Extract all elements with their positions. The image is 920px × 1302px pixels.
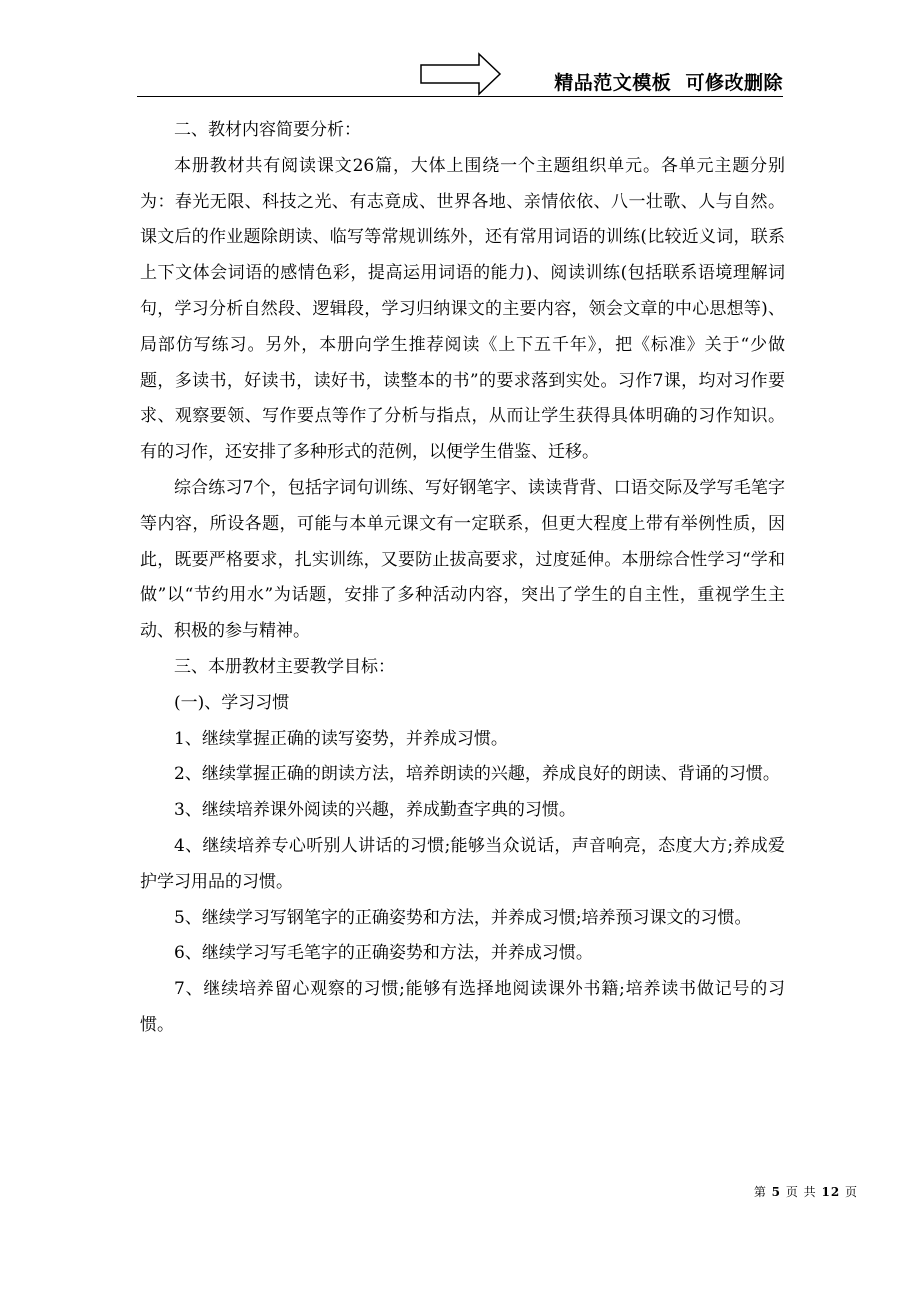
list-item: 7、继续培养留心观察的习惯;能够有选择地阅读课外书籍;培养读书做记号的习惯。 [140,979,785,1035]
page-footer [754,1183,858,1200]
subsection-heading: (一)、学习习惯 [174,692,290,713]
footer-prefix: 第 [753,1185,772,1199]
list-item: 2、继续掌握正确的朗读方法，培养朗读的兴趣，养成良好的朗读、背诵的习惯。 [174,764,780,785]
list-item: 1、继续掌握正确的读写姿势，并养成习惯。 [174,728,508,749]
list-item: 6、继续学习写毛笔字的正确姿势和方法，并养成习惯。 [174,943,593,964]
document-body [140,113,785,1044]
right-arrow-icon [420,52,502,96]
list-item: 4、继续培养专心听别人讲话的习惯;能够当众说话，声音响亮，态度大方;养成爱护学习用品的习惯。 [140,835,785,892]
section-heading: 三、本册教材主要教学目标： [174,656,395,677]
list-item: 3、继续培养课外阅读的兴趣，养成勤查字典的习惯。 [174,800,576,821]
current-page-number: 5 [771,1185,782,1199]
total-page-count: 12 [821,1185,841,1199]
header-divider [137,96,783,97]
list-item: 5、继续学习写钢笔字的正确姿势和方法，并养成习惯;培养预习课文的习惯。 [174,907,752,928]
footer-suffix: 页 [840,1185,858,1199]
body-paragraph: 综合练习7个，包括字词句训练、写好钢笔字、读读背背、口语交际及学写毛笔字等内容，所设各题，可能与本单元课文有一定联系，但更大程度上带有举例性质，因此，既要严格要求，扎实训练，又要防止拔高要求，过度延伸。本册综合性学习“学和做”以“节约用水”为话题，安排了多种活动内容，突出了学生的自主性，重视学生主动、积极的参与精神。 [140,477,785,642]
page-header [137,50,783,98]
footer-middle: 页 共 [781,1185,822,1199]
header-title: 精品范文模板 可修改删除 [554,72,783,94]
body-paragraph: 本册教材共有阅读课文26篇，大体上围绕一个主题组织单元。各单元主题分别为：春光无限、科技之光、有志竟成、世界各地、亲情依依、八一壮歌、人与自然。课文后的作业题除朗读、临写等常规训练外，还有常用词语的训练(比较近义词，联系上下文体会词语的感情色彩，提高运用词语的能力)、阅读训练(包括联系语境理解词句，学习分析自然段、逻辑段，学习归纳课文的主要内容，领会文章的中心思想等)、局部仿写练习。另外，本册向学生推荐阅读《上下五千年》，把《标准》关于“少做题，多读书，好读书，读好书，读整本的书”的要求落到实处。习作7课，均对习作要求、观察要领、写作要点等作了分析与指点，从而让学生获得具体明确的习作知识。有的习作，还安排了多种形式的范例，以便学生借鉴、迁移。 [140,155,785,463]
section-heading: 二、教材内容简要分析： [174,120,361,140]
